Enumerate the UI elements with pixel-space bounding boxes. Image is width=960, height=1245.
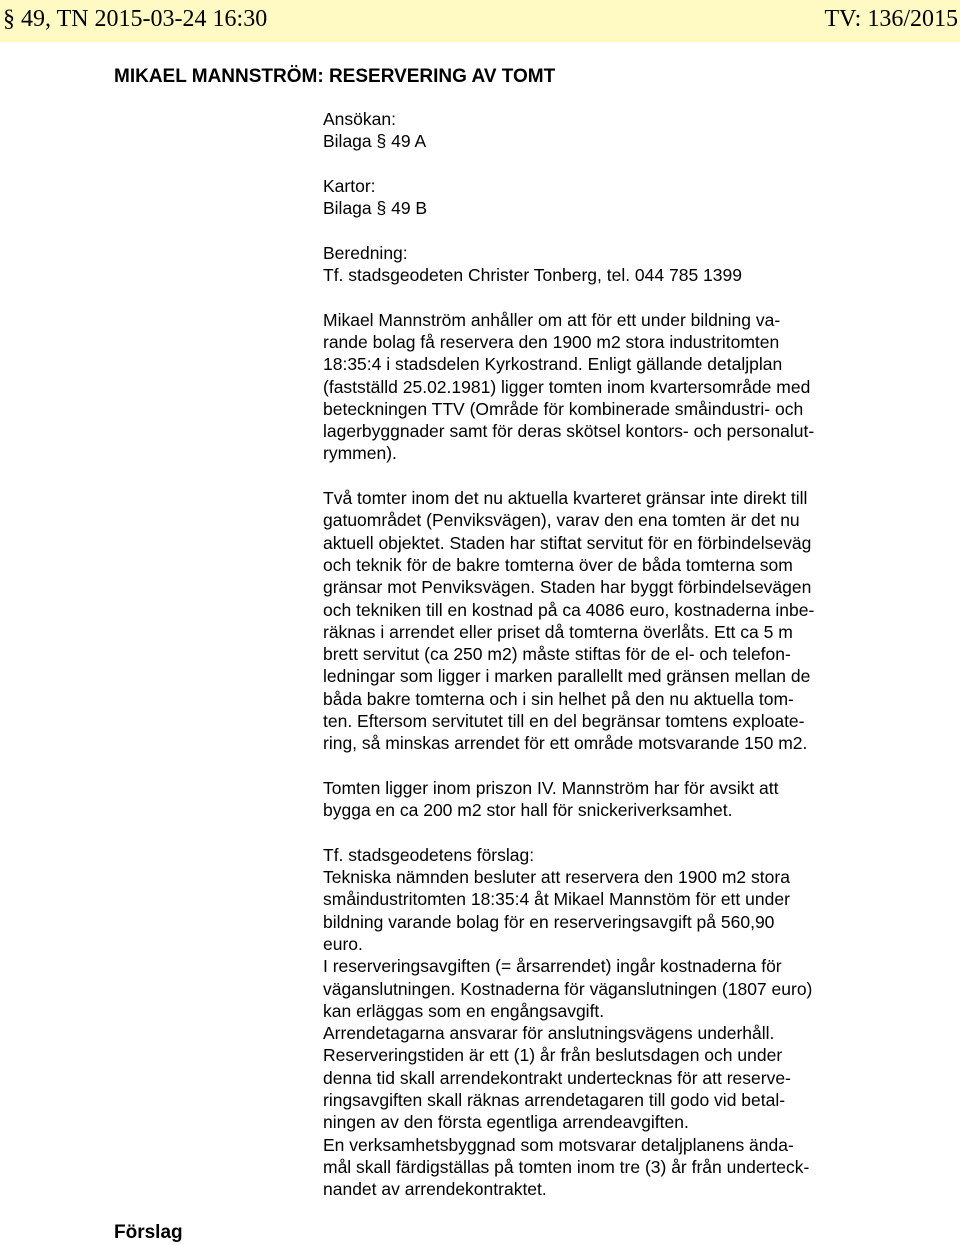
- text-line: bildning varande bolag för en reserveringsavgift på 560,90: [323, 911, 775, 932]
- text-line: nandet av arrendekontraktet.: [323, 1179, 547, 1200]
- attachment-value-ansokan: Bilaga § 49 A: [323, 131, 427, 152]
- attachment-label-ansokan: Ansökan:: [323, 109, 396, 129]
- text-line: euro.: [323, 933, 363, 954]
- proposal-section: [323, 844, 939, 1201]
- case-number: TV: 136/2015: [824, 6, 958, 32]
- paragraph-application: [323, 309, 939, 465]
- text-line: aktuell objektet. Staden har stiftat servitut för en förbindelseväg: [323, 532, 812, 553]
- text-line: brett servitut (ca 250 m2) måste stiftas för de el- och telefon-: [323, 644, 791, 665]
- attachment-label-beredning: Beredning:: [323, 242, 408, 263]
- attachment-value-kartor: Bilaga § 49 B: [323, 198, 428, 219]
- section-reference: § 49, TN 2015-03-24 16:30: [3, 6, 268, 32]
- text-line: (fastställd 25.02.1981) ligger tomten inom kvartersområde med: [323, 376, 811, 397]
- text-line: rande bolag få reservera den 1900 m2 stora industritomten: [323, 331, 780, 352]
- text-line: småindustritomten 18:35:4 åt Mikael Mannstöm för ett under: [323, 889, 790, 910]
- text-line: och teknik för de bakre tomterna över de båda tomterna som: [323, 554, 793, 575]
- text-line: ningen av den första egentliga arrendeavgiften.: [323, 1112, 689, 1133]
- text-line: En verksamhetsbyggnad som motsvarar detaljplanens ända-: [323, 1134, 794, 1155]
- paragraph-price-zone: [323, 777, 939, 822]
- text-line: Arrendetagarna ansvarar för anslutningsvägens underhåll.: [323, 1023, 775, 1044]
- attachment-label-kartor: Kartor:: [323, 175, 376, 196]
- text-line: kan erläggas som en engångsavgift.: [323, 1000, 605, 1021]
- text-line: och tekniken till en kostnad på ca 4086 euro, kostnaderna inbe-: [323, 599, 815, 620]
- section-label-forslag: Förslag: [114, 1222, 183, 1243]
- attachment-value-beredning: Tf. stadsgeodeten Christer Tonberg, tel. 044 785 1399: [323, 265, 742, 286]
- text-line: Mikael Mannström anhåller om att för ett under bildning va-: [323, 309, 781, 330]
- text-line: ring, så minskas arrendet för ett område motsvarande 150 m2.: [323, 733, 808, 754]
- text-line: ten. Eftersom servitutet till en del begränsar tomtens exploate-: [323, 711, 805, 732]
- text-line: gatuområdet (Penviksvägen), varav den ena tomten är det nu: [323, 510, 800, 531]
- text-line: Reserveringstiden är ett (1) år från beslutsdagen och under: [323, 1045, 783, 1066]
- text-line: denna tid skall arrendekontrakt undertecknas för att reserve-: [323, 1067, 791, 1088]
- document-header: [0, 0, 960, 42]
- text-line: I reserveringsavgiften (= årsarrendet) ingår kostnaderna för: [323, 956, 782, 977]
- text-line: beteckningen TTV (Område för kombinerade småindustri- och: [323, 398, 804, 419]
- paragraph-plots: [323, 487, 939, 755]
- page-title: MIKAEL MANNSTRÖM: RESERVERING AV TOMT: [114, 66, 556, 87]
- text-line: mål skall färdigställas på tomten inom tre (3) år från underteck-: [323, 1156, 810, 1177]
- text-line: rymmen).: [323, 443, 397, 464]
- text-line: bygga en ca 200 m2 stor hall för snickeriverksamhet.: [323, 800, 733, 821]
- text-line: 18:35:4 i stadsdelen Kyrkostrand. Enligt gällande detaljplan: [323, 354, 783, 375]
- text-line: lagerbyggnader samt för deras skötsel kontors- och personalut-: [323, 421, 815, 442]
- text-line: ledningar som ligger i marken parallellt med gränsen mellan de: [323, 666, 811, 687]
- text-line: räknas i arrendet eller priset då tomterna överlåts. Ett ca 5 m: [323, 621, 793, 642]
- proposal-heading: Tf. stadsgeodetens förslag:: [323, 844, 535, 865]
- document-body: [323, 108, 939, 1201]
- text-line: ringsavgiften skall räknas arrendetagaren till godo vid betal-: [323, 1090, 786, 1111]
- text-line: Tekniska nämnden besluter att reservera den 1900 m2 stora: [323, 867, 790, 888]
- text-line: väganslutningen. Kostnaderna för väganslutningen (1807 euro): [323, 978, 813, 999]
- text-line: gränsar mot Penviksvägen. Staden har byggt förbindelsevägen: [323, 577, 812, 598]
- text-line: båda bakre tomterna och i sin helhet på den nu aktuella tom-: [323, 688, 794, 709]
- text-line: Två tomter inom det nu aktuella kvarteret gränsar inte direkt till: [323, 488, 808, 509]
- text-line: Tomten ligger inom priszon IV. Mannström har för avsikt att: [323, 777, 779, 798]
